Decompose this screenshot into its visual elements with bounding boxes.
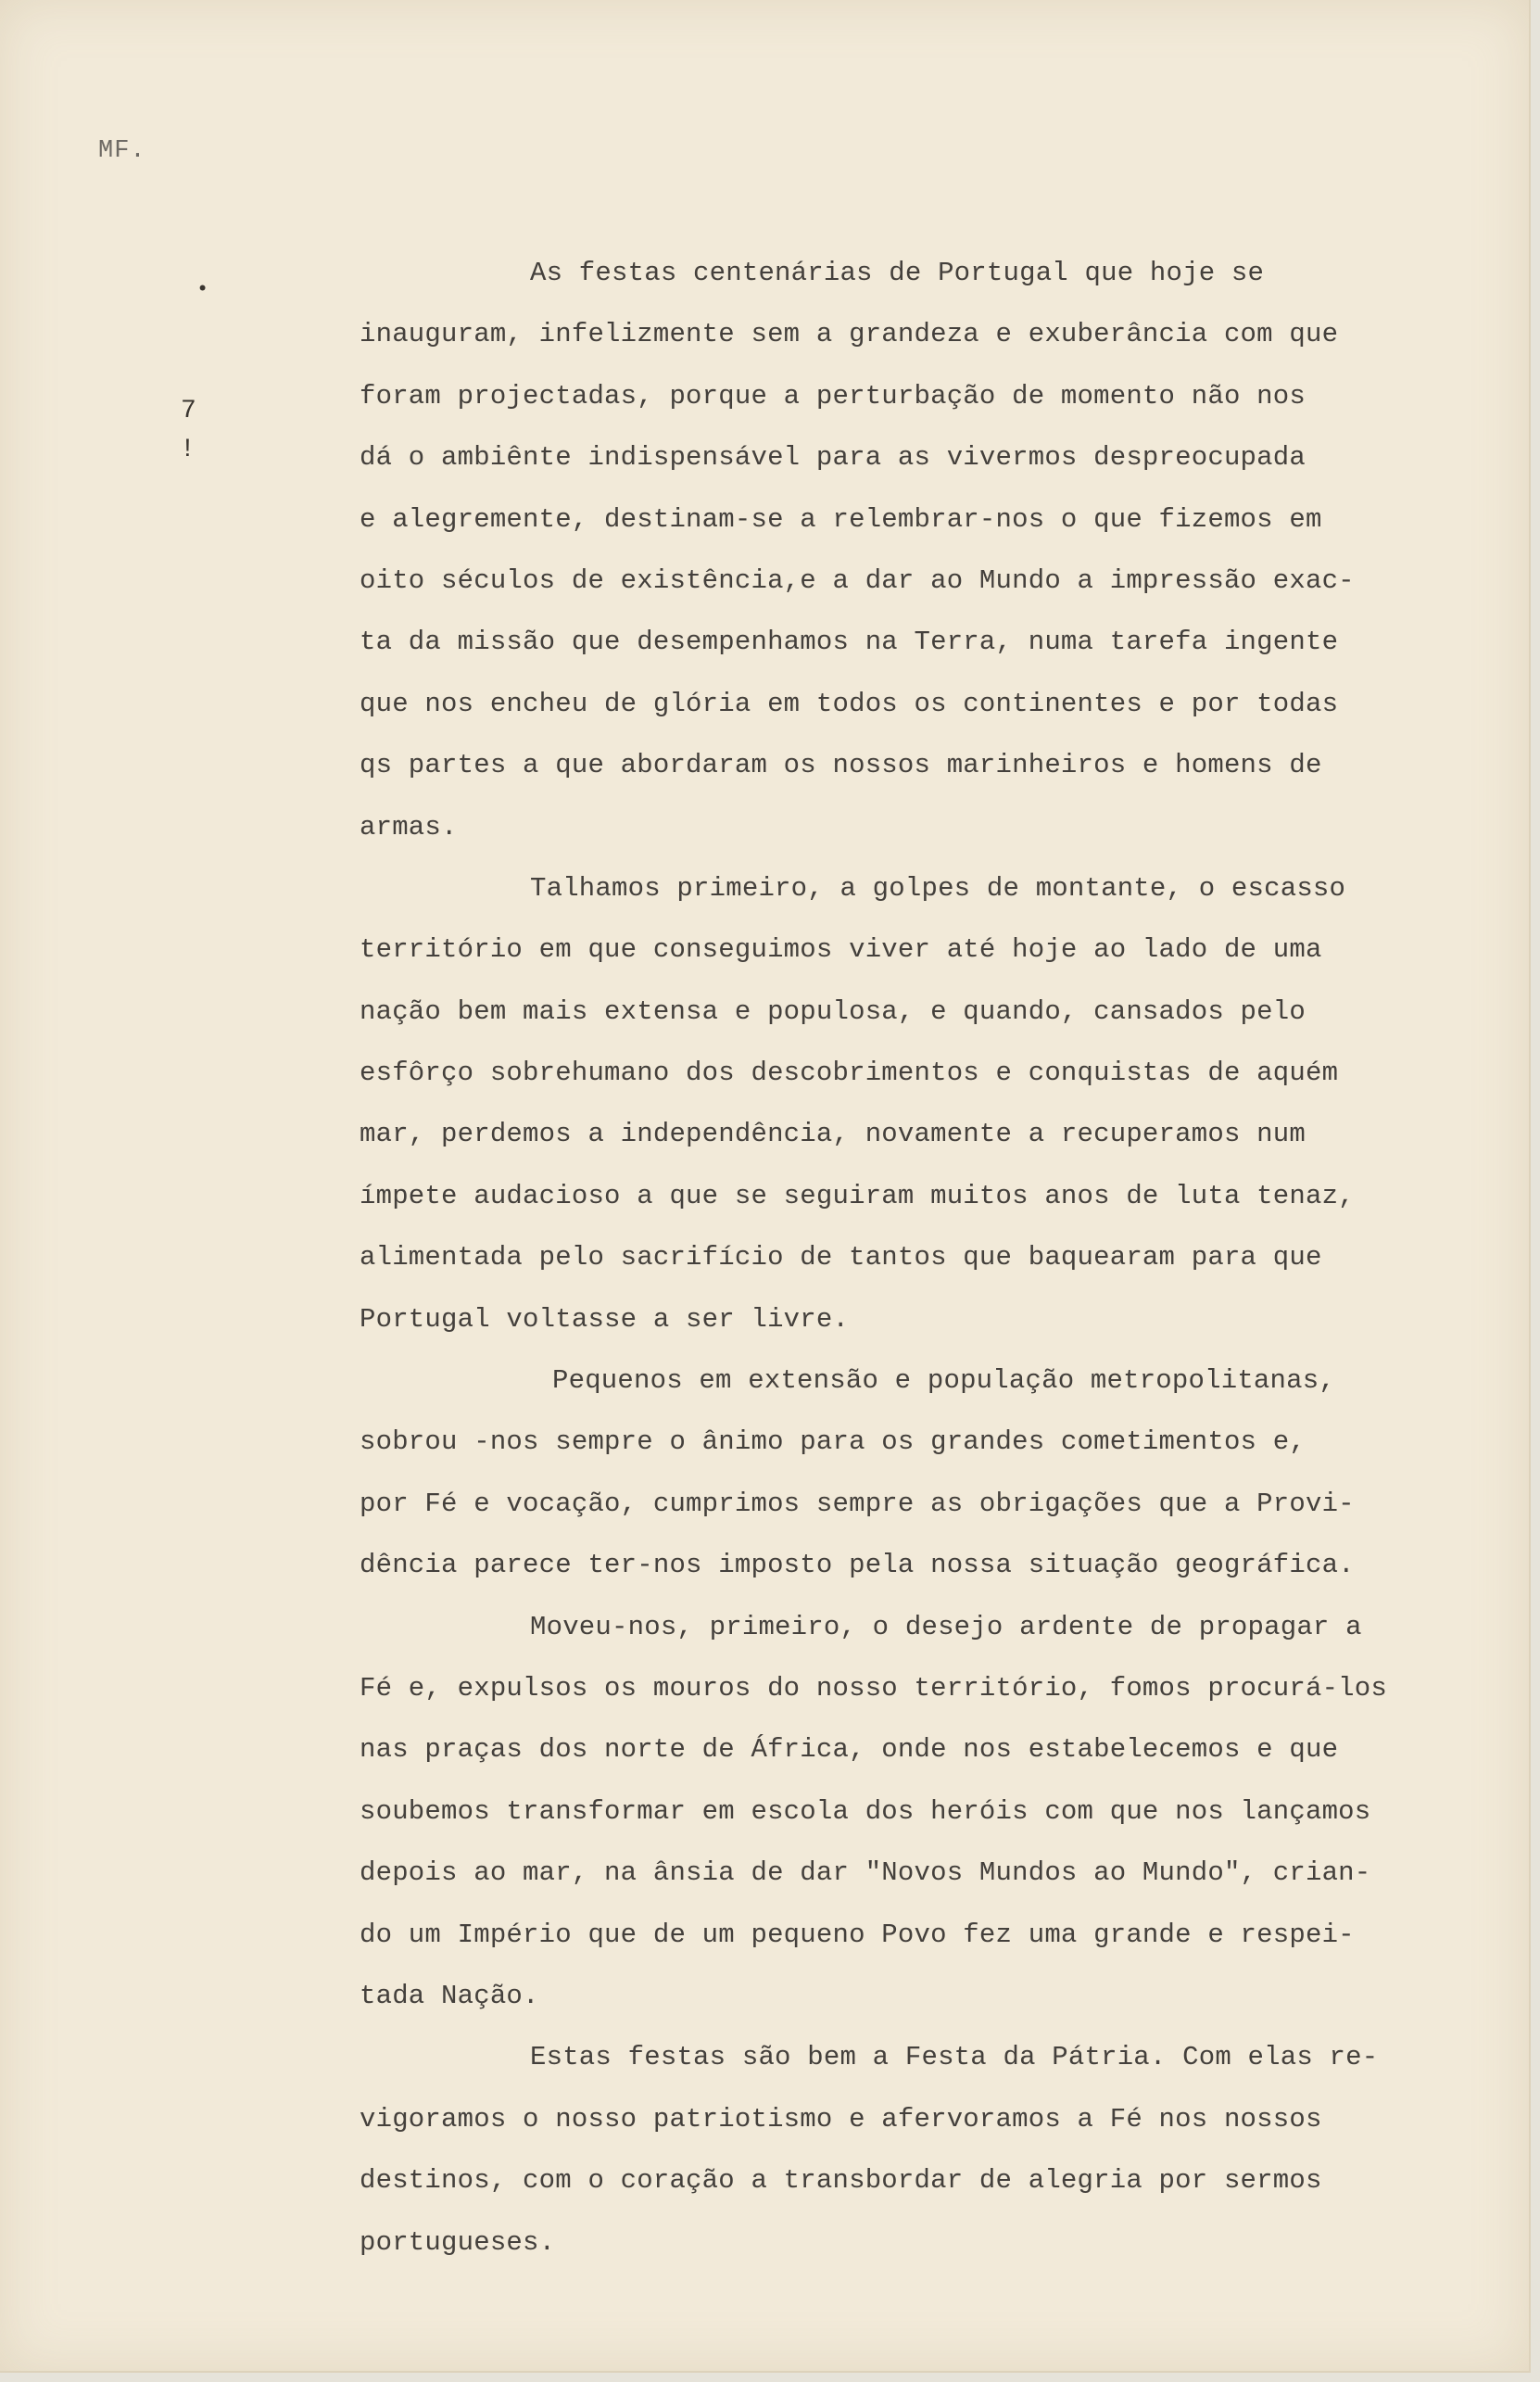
text-line: inauguram, infelizmente sem a grandeza e exuberância com que [360, 319, 1339, 350]
paragraph [360, 243, 1536, 858]
text-line: Estas festas são bem a Festa da Pátria. Com elas re- [530, 2042, 1379, 2073]
text-line: e alegremente, destinam-se a relembrar-nos o que fizemos em [360, 503, 1322, 535]
text-line: esfôrço sobrehumano dos descobrimentos e conquistas de aquém [360, 1058, 1339, 1089]
text-line: Portugal voltasse a ser livre. [360, 1303, 850, 1335]
text-line: ta da missão que desempenhamos na Terra, numa tarefa ingente [360, 627, 1339, 658]
text-line: alimentada pelo sacrifício de tantos que baquearam para que [360, 1242, 1322, 1273]
text-line: destinos, com o coração a transbordar de alegria por sermos [360, 2165, 1322, 2197]
document-initials: MF. [98, 137, 146, 165]
margin-mark: ! [180, 436, 196, 464]
text-line: nas praças dos norte de África, onde nos estabelecemos e que [360, 1734, 1339, 1766]
margin-mark: 7 [181, 397, 196, 425]
margin-mark: • [196, 278, 209, 301]
text-line: tada Nação. [360, 1980, 539, 2011]
paragraph [360, 858, 1536, 1350]
text-line: Pequenos em extensão e população metropolitanas, [552, 1365, 1335, 1397]
text-line: soubemos transformar em escola dos heróis com que nos lançamos [360, 1795, 1371, 1827]
text-line: Moveu-nos, primeiro, o desejo ardente de propagar a [530, 1611, 1362, 1642]
text-line: As festas centenárias de Portugal que hoje se [530, 258, 1265, 288]
text-line: território em que conseguimos viver até hoje ao lado de uma [360, 934, 1322, 966]
text-line: por Fé e vocação, cumprimos sempre as obrigações que a Provi- [360, 1488, 1355, 1519]
text-line: ímpete audacioso a que se seguiram muitos anos de luta tenaz, [360, 1180, 1355, 1211]
text-line: portugueses. [360, 2226, 556, 2258]
text-line: foram projectadas, porque a perturbação de momento não nos [360, 380, 1306, 412]
text-line: que nos encheu de glória em todos os continentes e por todas [360, 688, 1339, 719]
text-line: nação bem mais extensa e populosa, e quando, cansados pelo [360, 995, 1306, 1027]
text-line: sobrou -nos sempre o ânimo para os grandes cometimentos e, [360, 1426, 1306, 1458]
text-line: Talhamos primeiro, a golpes de montante, o escasso [530, 872, 1346, 904]
paragraph [360, 1597, 1536, 2028]
paragraph [360, 2027, 1536, 2274]
text-line: do um Império que de um pequeno Povo fez uma grande e respei- [360, 1919, 1355, 1950]
text-line: Fé e, expulsos os mouros do nosso território, fomos procurá-los [360, 1672, 1387, 1704]
text-line: dá o ambiênte indispensável para as vivermos despreocupada [360, 442, 1306, 474]
paragraph [360, 1350, 1536, 1597]
text-line: mar, perdemos a independência, novamente a recuperamos num [360, 1119, 1306, 1150]
text-line: armas. [360, 811, 458, 843]
text-line: qs partes a que abordaram os nossos marinheiros e homens de [360, 750, 1322, 781]
body-text [360, 243, 1536, 2274]
text-line: dência parece ter-nos imposto pela nossa situação geográfica. [360, 1550, 1355, 1581]
text-line: vigoramos o nosso patriotismo e afervoramos a Fé nos nossos [360, 2103, 1322, 2135]
text-line: oito séculos de existência,e a dar ao Mundo a impressão exac- [360, 564, 1355, 596]
text-line: depois ao mar, na ânsia de dar "Novos Mundos ao Mundo", crian- [360, 1857, 1371, 1889]
